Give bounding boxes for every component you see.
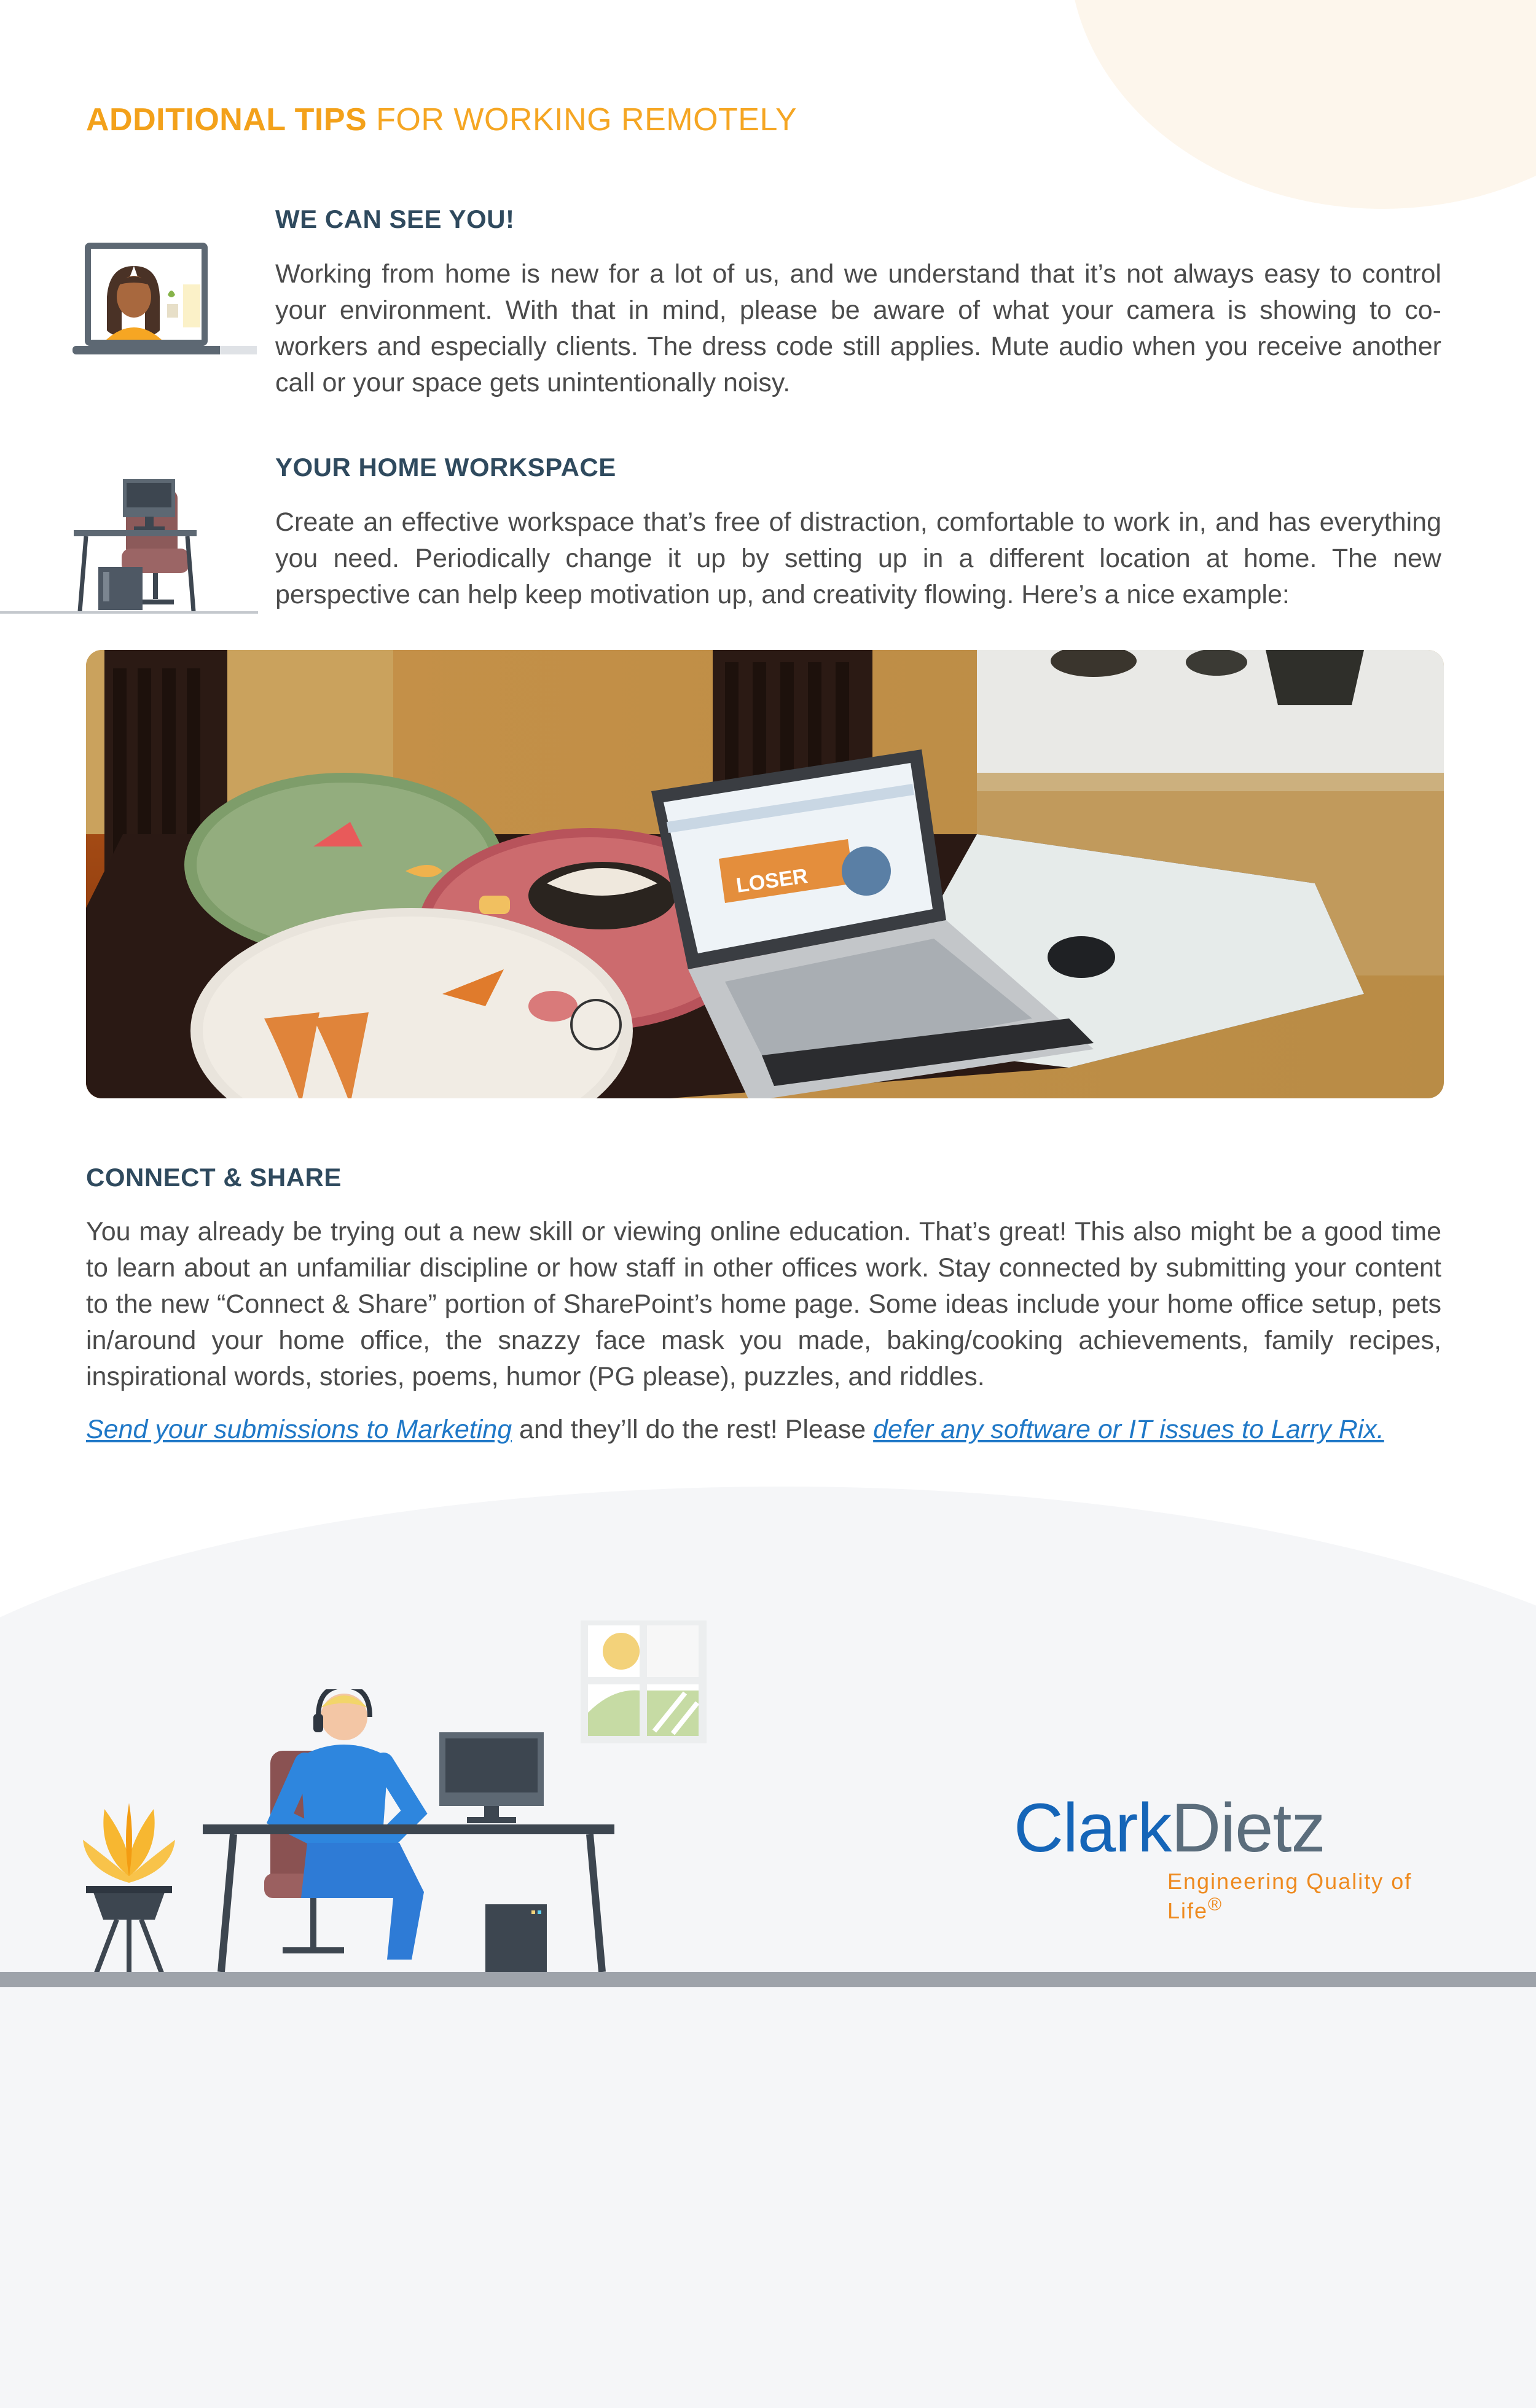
photo-screen-text: LOSER: [734, 864, 810, 897]
person-at-desk-illustration: [197, 1689, 627, 1972]
section-body-connect: You may already be trying out a new skill or viewing online education. That’s great! This also might be a good time to learn about an unfamiliar discipline or how staff in other offices work. Stay connected by submitting your content to the new “Connect & Share” portion of SharePoint’s home page. Some ideas include your home office setup, pets in/around your home office, the snazzy face mask you made, baking/cooking achievements, family recipes, inspirational words, stories, poems, humor (PG please), puzzles, and riddles.: [86, 1217, 1441, 1391]
it-support-link[interactable]: defer any software or IT issues to Larry Rix.: [873, 1415, 1384, 1444]
video-call-laptop-icon: [72, 237, 257, 369]
potted-plant-illustration: [80, 1797, 178, 1987]
section-body-workspace: Create an effective workspace that’s free of distraction, comfortable to work in, and has everything you need. Periodically change it up by setting up in a different location at home. The new perspective can help keep motivation up, and creativity flowing. Here’s a nice example:: [275, 507, 1441, 609]
section-title-connect: CONNECT & SHARE: [86, 1163, 342, 1192]
submission-line: [86, 1412, 1462, 1448]
section-title-camera: WE CAN SEE YOU!: [275, 205, 515, 233]
home-workspace-photo: [86, 650, 1444, 1098]
page-title-rest: FOR WORKING REMOTELY: [367, 102, 797, 138]
clark-dietz-logo: [1014, 1789, 1456, 1923]
logo-dietz: Dietz: [1171, 1789, 1325, 1866]
decorative-blob-top: [1069, 0, 1536, 209]
section-title-workspace: YOUR HOME WORKSPACE: [275, 453, 616, 482]
logo-clark: Clark: [1014, 1789, 1172, 1866]
submission-mid-text: and they’ll do the rest! Please: [512, 1415, 874, 1444]
page-title: [86, 101, 797, 138]
logo-wordmark: [1014, 1789, 1325, 1866]
registered-mark: ®: [1208, 1894, 1223, 1915]
marketing-link[interactable]: Send your submissions to Marketing: [86, 1415, 512, 1444]
footer-strip: [0, 1972, 1536, 1987]
section-body-camera: Working from home is new for a lot of us, and we understand that it’s not always easy to control your environment. With that in mind, please be aware of what your camera is showing to co-workers and especially clients. The dress code still applies. Mute audio when you receive another call or your space gets unintentionally noisy.: [275, 259, 1441, 397]
page-title-bold: ADDITIONAL TIPS: [86, 102, 367, 138]
logo-tagline: [1167, 1869, 1456, 1924]
logo-tagline-text: Engineering Quality of Life: [1167, 1869, 1413, 1923]
desk-workstation-icon: [0, 476, 258, 617]
